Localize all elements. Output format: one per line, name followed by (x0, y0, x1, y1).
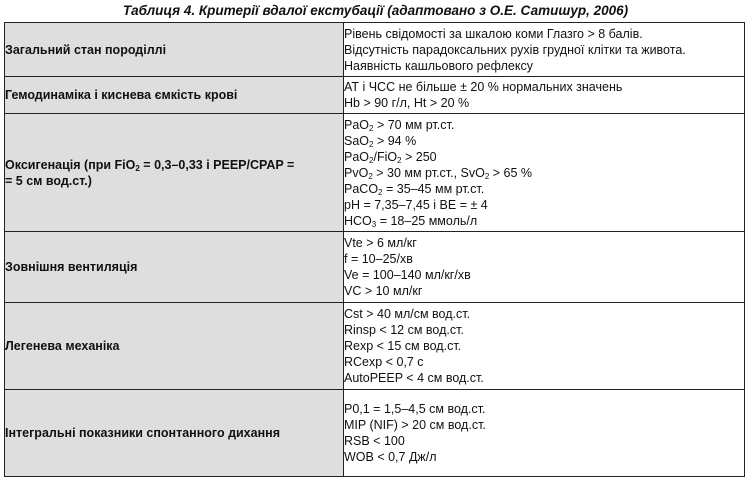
value-line: Ve = 100–140 мл/кг/хв (344, 268, 471, 282)
criterion-label: Гемодинаміка і киснева ємкість крові (5, 88, 238, 102)
value-line: Hb > 90 г/л, Ht > 20 % (344, 96, 470, 110)
value-text: = 35–45 мм рт.ст. (382, 181, 485, 196)
value-text: > 30 мм рт.ст., SvO (372, 165, 485, 180)
value-line: Rinsp < 12 см вод.ст. (344, 323, 464, 337)
subscript: 2 (378, 187, 383, 197)
value-line: RSB < 100 (344, 434, 405, 448)
subscript: 2 (369, 155, 374, 165)
subscript: 3 (371, 219, 377, 229)
value-line: Vte > 6 мл/кг (344, 236, 417, 250)
value-line: AutoPEEP < 4 см вод.ст. (344, 371, 484, 385)
table-caption: Таблиця 4. Критерії вдалої екстубації (адаптовано з О.Е. Сатишур, 2006) (122, 3, 629, 18)
value-line: АТ і ЧСС не більше ± 20 % нормальних значень (344, 80, 623, 94)
criterion-label: Загальний стан породіллі (5, 42, 167, 57)
subscript: 2 (484, 171, 490, 181)
criterion-cell (5, 390, 344, 477)
subscript: 2 (135, 163, 140, 173)
values-cell (344, 77, 745, 114)
criterion-label: Зовнішня вентиляція (5, 260, 138, 274)
value-text: SaO (344, 133, 370, 148)
value-line: WOB < 0,7 Дж/л (344, 450, 437, 464)
subscript: 2 (397, 155, 402, 165)
value-line: VC > 10 мл/кг (344, 284, 423, 298)
value-line (344, 181, 744, 197)
values-cell (344, 232, 745, 303)
criterion-label-line1 (5, 157, 343, 173)
value-line (344, 165, 744, 181)
subscript: 2 (368, 171, 373, 181)
value-text: > 94 % (373, 133, 417, 148)
value-line: f = 10–25/хв (344, 252, 413, 266)
value-text: pH = 7,35–7,45 і BE = ± 4 (344, 197, 488, 212)
table-row (5, 303, 745, 390)
criterion-label: Інтегральні показники спонтанного дихання (5, 426, 280, 440)
value-text: /FiO (373, 149, 398, 164)
table-row (5, 390, 745, 477)
table-row (5, 77, 745, 114)
value-line: RCexp < 0,7 с (344, 355, 424, 369)
value-text: HCO (344, 213, 372, 228)
value-text: = 18–25 ммоль/л (376, 213, 478, 228)
table-row (5, 23, 745, 77)
value-text: > 65 % (489, 165, 533, 180)
value-line (344, 133, 744, 149)
value-line: Rexp < 15 см вод.ст. (344, 339, 462, 353)
value-line: Cst > 40 мл/см вод.ст. (344, 307, 471, 321)
criterion-label-line2: = 5 см вод.ст.) (5, 173, 92, 188)
value-line (344, 117, 744, 133)
subscript: 2 (369, 123, 374, 133)
table-row (5, 232, 745, 303)
criterion-cell (5, 232, 344, 303)
value-text: > 70 мм рт.ст. (373, 117, 455, 132)
value-line (344, 149, 744, 165)
value-line (344, 213, 744, 229)
value-line (344, 197, 744, 213)
value-line: MIP (NIF) > 20 см вод.ст. (344, 418, 486, 432)
values-cell (344, 23, 745, 77)
value-text: PaO (344, 149, 370, 164)
value-line: Відсутність парадоксальних рухів грудної клітки та живота. (344, 42, 686, 57)
values-cell (344, 303, 745, 390)
value-text: PvO (344, 165, 369, 180)
values-cell (344, 390, 745, 477)
value-text: PaCO (344, 181, 379, 196)
values-cell (344, 114, 745, 232)
criterion-cell (5, 303, 344, 390)
value-line: Рівень свідомості за шкалою коми Глазго > 8 балів. (344, 26, 643, 41)
value-text: PaO (344, 117, 370, 132)
criterion-cell (5, 114, 344, 232)
criterion-cell (5, 23, 344, 77)
value-line: Наявність кашльового рефлексу (344, 58, 533, 73)
criterion-text: = 0,3–0,33 і PEEP/CPAP = (139, 157, 295, 172)
table-row (5, 114, 745, 232)
value-text: > 250 (401, 149, 437, 164)
criterion-text: Оксигенація (при FiO (5, 157, 136, 172)
criterion-cell (5, 77, 344, 114)
criterion-label: Легенева механіка (5, 339, 120, 353)
subscript: 2 (369, 139, 374, 149)
value-line: P0,1 = 1,5–4,5 см вод.ст. (344, 402, 486, 416)
extubation-criteria-table (4, 22, 745, 477)
